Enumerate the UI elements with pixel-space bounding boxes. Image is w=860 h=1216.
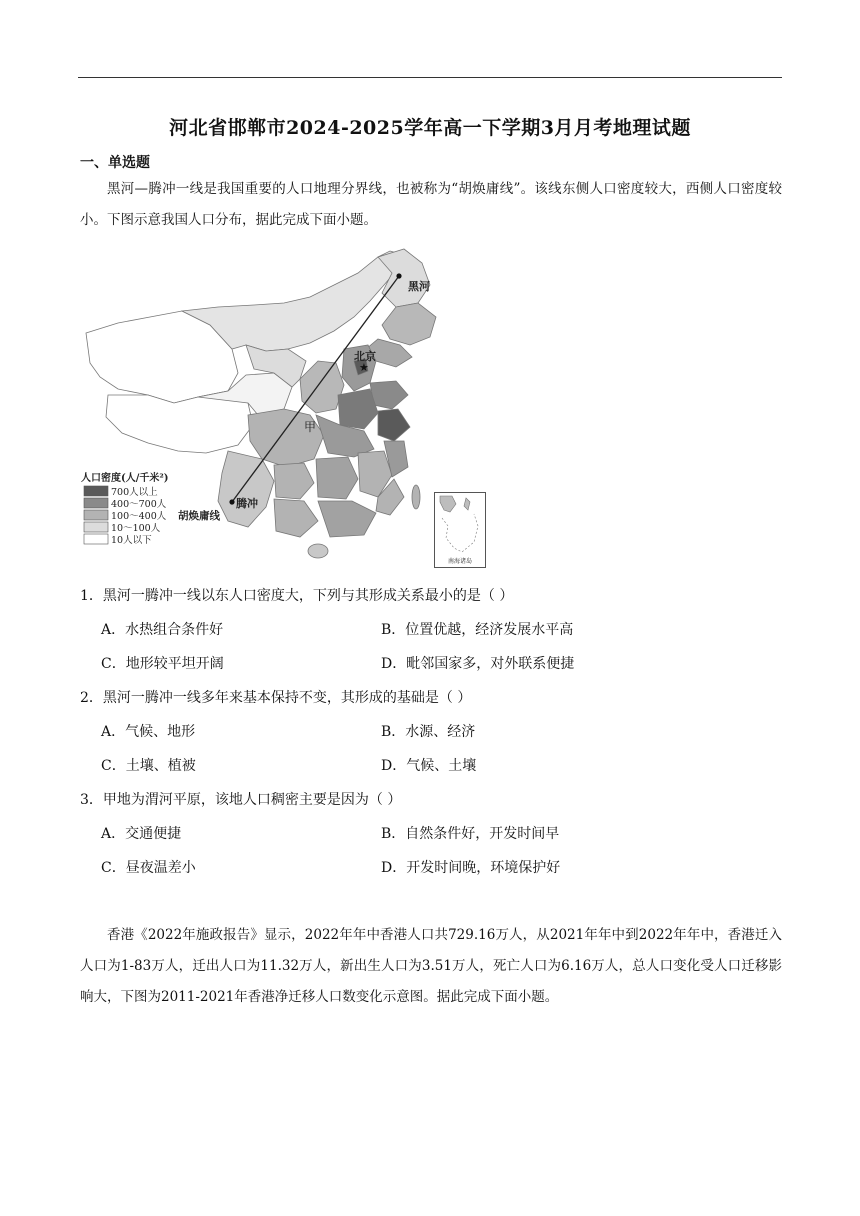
legend-item-3: 100～400人 bbox=[111, 511, 167, 522]
intro-2-line-1: 香港《2022年施政报告》显示，2022年年中香港人口共729.16万人，从2021年年中到2022年年中， bbox=[107, 927, 728, 943]
question-3-option-a[interactable]: A．交通便捷 bbox=[101, 826, 182, 842]
intro-1-line-1: 黑河—腾冲一线是我国重要的人口地理分界线，也被称为“胡焕庸线”。该线东侧人口密度较大，西 bbox=[107, 181, 700, 197]
map-label-jia: 甲 bbox=[304, 420, 317, 434]
question-2-option-b[interactable]: B．水源、经济 bbox=[381, 724, 476, 740]
legend-item-4: 10～100人 bbox=[111, 523, 161, 534]
legend-item-2: 400～700人 bbox=[111, 499, 167, 510]
intro-2-line-2: 香港迁入人口为1-83万人，迁出人口为11.32万人，新出生人口为3.51万人，死亡人口为6.16万人，总 bbox=[80, 927, 782, 974]
page-title: 河北省邯郸市2024-2025学年高一下学期3月月考地理试题 bbox=[169, 117, 691, 139]
legend-title: 人口密度(人/千米²) bbox=[81, 473, 169, 484]
intro-paragraph-2 bbox=[80, 920, 782, 1013]
question-2-option-c[interactable]: C．土壤、植被 bbox=[101, 758, 196, 774]
question-1-option-a[interactable]: A．水热组合条件好 bbox=[101, 622, 224, 638]
map-label-tengchong: 腾冲 bbox=[236, 497, 258, 510]
question-3-stem: 3．甲地为渭河平原，该地人口稠密主要是因为（ ） bbox=[80, 792, 402, 808]
intro-2-line-3: 人口变化受人口迁移影响大，下图为2011-2021年香港净迁移人口数变化示意图。据此完成下面小题。 bbox=[80, 958, 783, 1005]
question-2-stem: 2．黑河一腾冲一线多年来基本保持不变，其形成的基础是（ ） bbox=[80, 690, 472, 706]
question-3-option-c[interactable]: C．昼夜温差小 bbox=[101, 860, 196, 876]
question-1-stem: 1．黑河一腾冲一线以东人口密度大，下列与其形成关系最小的是（ ） bbox=[80, 588, 514, 604]
question-1-option-c[interactable]: C．地形较平坦开阔 bbox=[101, 656, 224, 672]
section-heading: 一、单选题 bbox=[80, 155, 150, 171]
question-2-option-d[interactable]: D．气候、土壤 bbox=[381, 758, 477, 774]
inset-caption: 南海诸岛 bbox=[447, 558, 473, 565]
map-label-hu-line: 胡焕庸线 bbox=[178, 510, 220, 522]
svg-text:★: ★ bbox=[359, 361, 369, 374]
south-china-sea-inset bbox=[434, 492, 486, 568]
question-3-option-d[interactable]: D．开发时间晚，环境保护好 bbox=[381, 860, 561, 876]
question-1-option-b[interactable]: B．位置优越，经济发展水平高 bbox=[381, 622, 574, 638]
legend-item-5: 10人以下 bbox=[111, 535, 152, 546]
question-3-option-b[interactable]: B．自然条件好，开发时间早 bbox=[381, 826, 560, 842]
intro-1-line-2: 侧人口密度较小。下图示意我国人口分布，据此完成下面小题。 bbox=[80, 181, 783, 228]
intro-paragraph-1 bbox=[80, 174, 782, 236]
question-1-option-d[interactable]: D．毗邻国家多，对外联系便捷 bbox=[381, 656, 575, 672]
map-label-beijing: 北京 bbox=[354, 350, 376, 363]
legend-item-1: 700人以上 bbox=[111, 487, 158, 498]
header-rule bbox=[78, 77, 782, 78]
map-label-heihe: 黑河 bbox=[408, 280, 430, 293]
question-2-option-a[interactable]: A．气候、地形 bbox=[101, 724, 196, 740]
